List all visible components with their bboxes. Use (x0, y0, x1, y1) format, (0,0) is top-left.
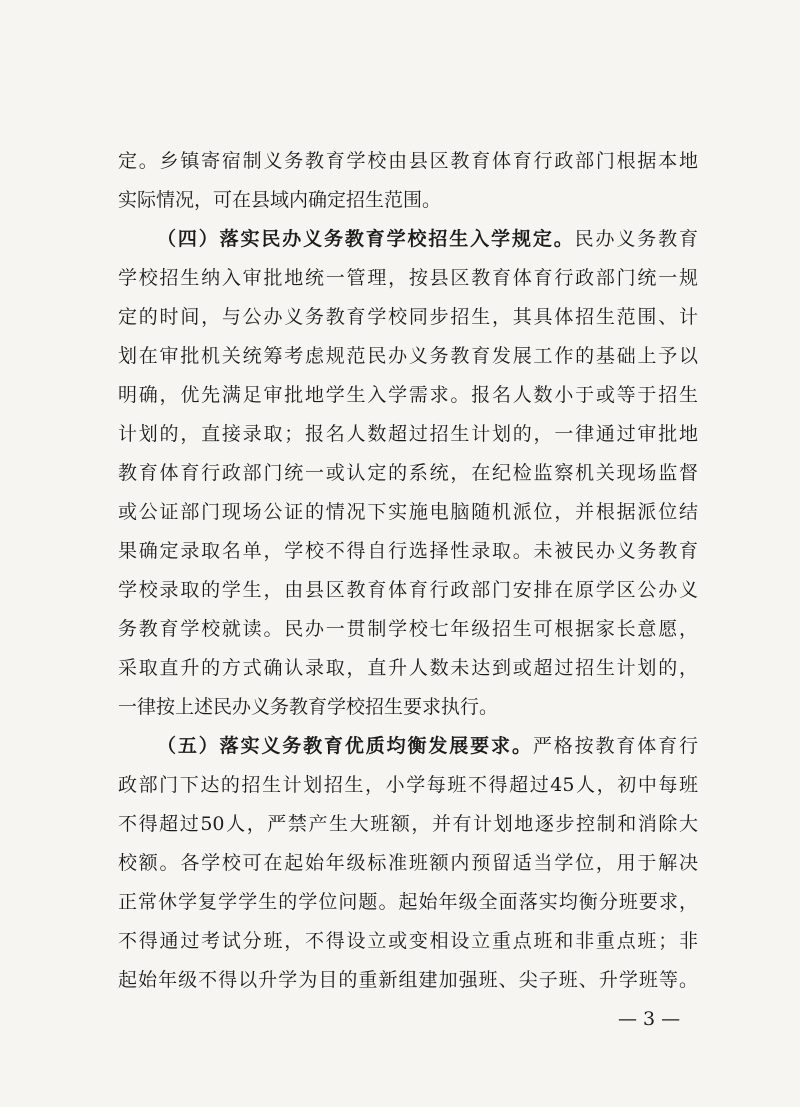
text-line: 教育体育行政部门统一或认定的系统，在纪检监察机关现场监督 (118, 462, 698, 484)
text-line: 采取直升的方式确认录取，直升人数未达到或超过招生计划的， (118, 657, 698, 679)
text-line: 果确定录取名单，学校不得自行选择性录取。未被民办义务教育 (118, 540, 698, 562)
text-line: 定的时间，与公办义务教育学校同步招生，其具体招生范围、计 (118, 306, 698, 328)
text-line: 不得通过考试分班，不得设立或变相设立重点班和非重点班；非 (118, 930, 698, 952)
section-heading-line: （五）落实义务教育优质均衡发展要求。严格按教育体育行 (157, 735, 698, 757)
text-line: 学校录取的学生，由县区教育体育行政部门安排在原学区公办义 (118, 579, 698, 601)
section-heading: （五）落实义务教育优质均衡发展要求。 (157, 735, 533, 757)
page-number: — 3 — (618, 1008, 681, 1030)
text-line: 明确，优先满足审批地学生入学需求。报名人数小于或等于招生 (118, 384, 698, 406)
text-line: 定。乡镇寄宿制义务教育学校由县区教育体育行政部门根据本地 (118, 150, 698, 172)
text-line: 起始年级不得以升学为目的重新组建加强班、尖子班、升学班等。 (118, 969, 698, 991)
text-line: 实际情况，可在县域内确定招生范围。 (118, 189, 442, 211)
text-line: 不得超过50人，严禁产生大班额，并有计划地逐步控制和消除大 (118, 813, 698, 835)
section-heading-line: （四）落实民办义务教育学校招生入学规定。民办义务教育 (157, 228, 698, 250)
text-line: 划在审批机关统筹考虑规范民办义务教育发展工作的基础上予以 (118, 345, 698, 367)
text-line: 政部门下达的招生计划招生，小学每班不得超过45人，初中每班 (118, 774, 698, 796)
text-line: 务教育学校就读。民办一贯制学校七年级招生可根据家长意愿， (118, 618, 698, 640)
text-line: 校额。各学校可在起始年级标准班额内预留适当学位，用于解决 (118, 852, 698, 874)
text-line: 学校招生纳入审批地统一管理，按县区教育体育行政部门统一规 (118, 267, 698, 289)
section-heading: （四）落实民办义务教育学校招生入学规定。 (157, 228, 575, 250)
text-line: 计划的，直接录取；报名人数超过招生计划的，一律通过审批地 (118, 423, 698, 445)
text-line: 或公证部门现场公证的情况下实施电脑随机派位，并根据派位结 (118, 501, 698, 523)
text-line: 正常休学复学学生的学位问题。起始年级全面落实均衡分班要求， (118, 891, 698, 913)
text-line: 一律按上述民办义务教育学校招生要求执行。 (118, 696, 499, 718)
